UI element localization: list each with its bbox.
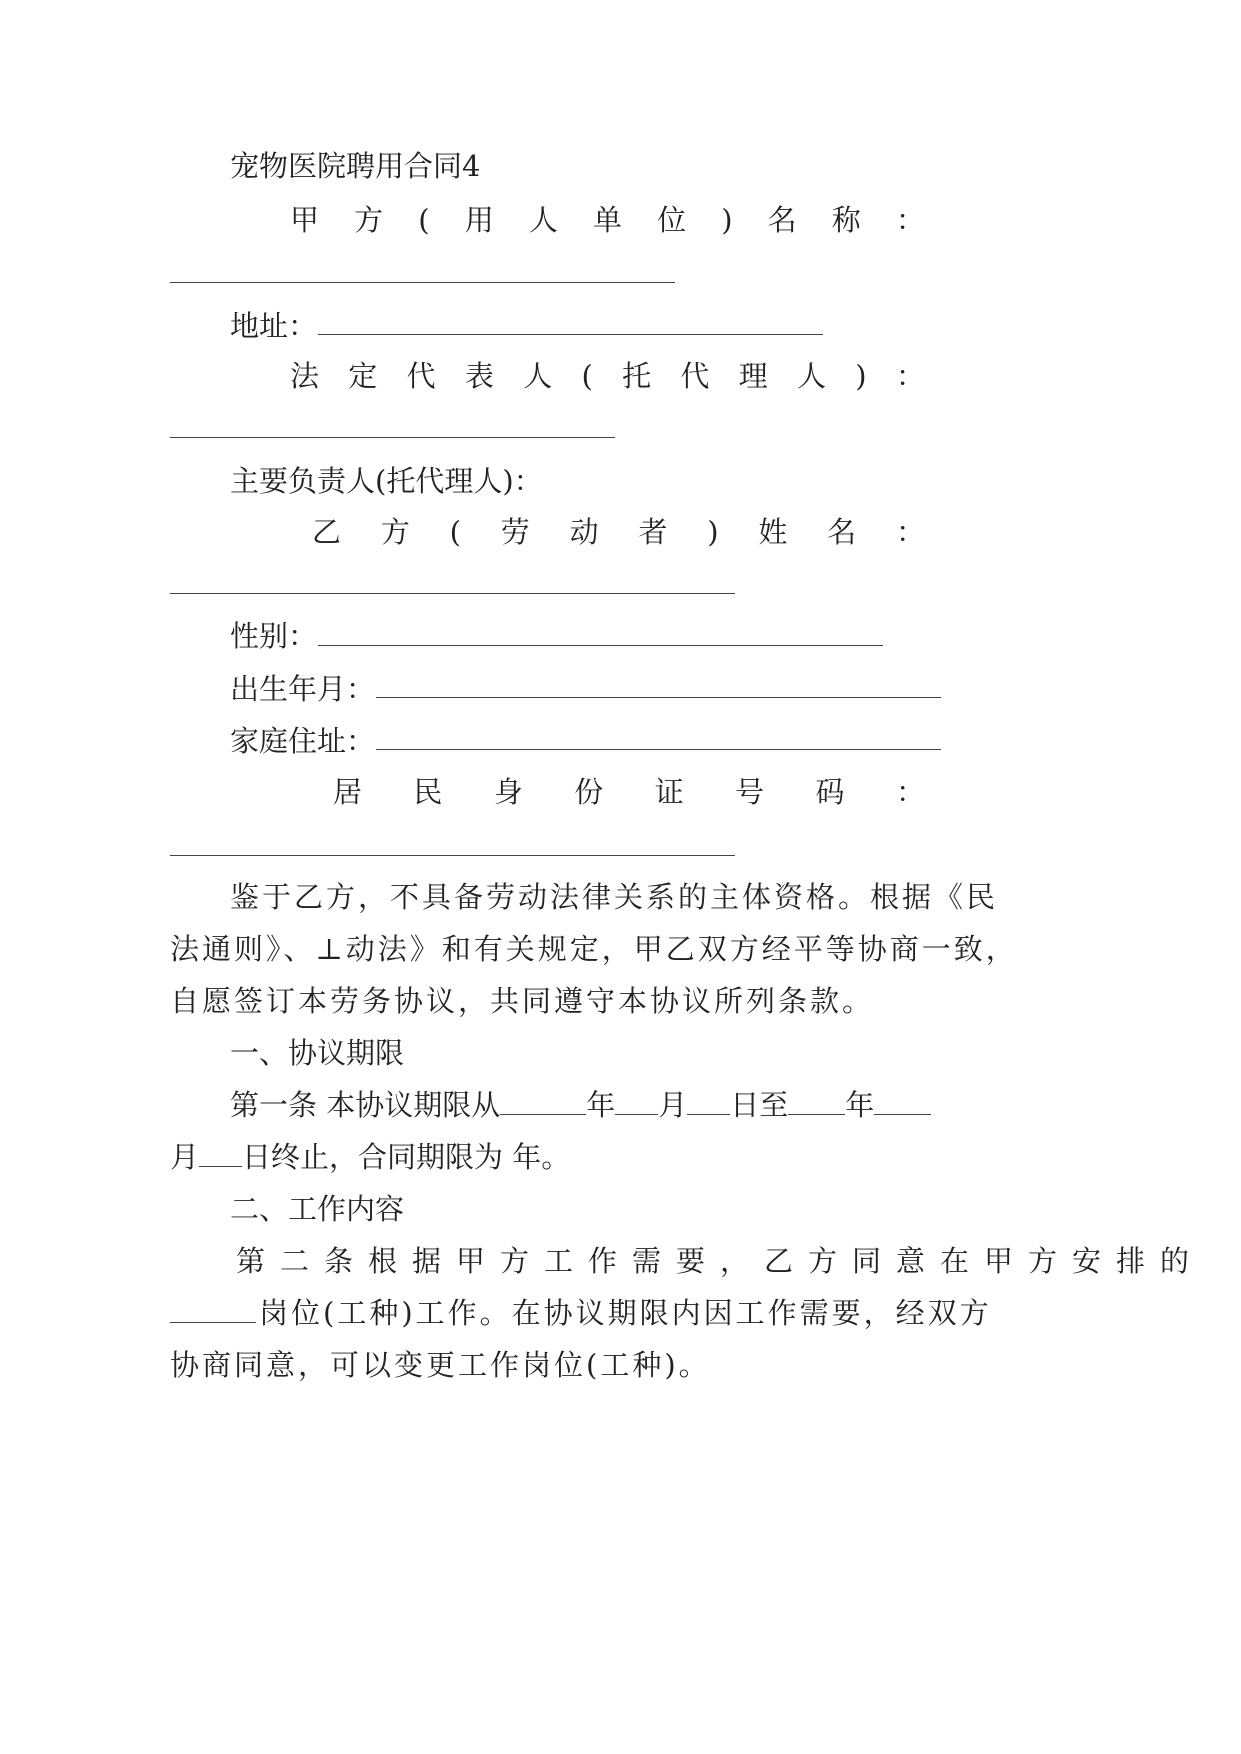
section-2-heading: 二、工作内容	[230, 1192, 405, 1226]
start-year-blank	[500, 1086, 586, 1115]
address-label: 地址：	[230, 309, 318, 343]
id-number-blank	[170, 855, 735, 856]
main-person-label: 主要负责人(托代理人)：	[230, 464, 543, 498]
preamble-line-2: 法通则》、⊥动法》和有关规定，甲乙双方经平等协商一致，	[170, 932, 1018, 966]
article-2-line-1: 第二条根据甲方工作需要，乙方同意在甲方安排的	[236, 1244, 1205, 1278]
article-2-line-3: 协商同意，可以变更工作岗位(工种)。	[170, 1348, 711, 1382]
party-a-name-blank	[170, 282, 675, 283]
address-blank	[318, 334, 823, 335]
preamble-line-1: 鉴于乙方，不具备劳动法律关系的主体资格。根据《民	[230, 880, 999, 914]
end-year-blank	[788, 1086, 845, 1115]
article-2-line-2: 岗位(工种)工作。在协议期限内因工作需要，经双方	[170, 1293, 992, 1333]
article-1-line-2: 月 日终止，合同期限为 年。	[170, 1140, 571, 1174]
gender-blank	[318, 645, 883, 646]
birth-label: 出生年月：	[230, 672, 376, 706]
birth-blank	[376, 697, 941, 698]
end-day-blank	[199, 1138, 242, 1167]
party-b-name-blank	[170, 593, 735, 594]
end-month-blank	[874, 1086, 931, 1115]
party-a-name-label: 甲 方 ( 用 人 单 位 ) 名 称 ：	[290, 203, 925, 237]
gender-label: 性别：	[230, 619, 318, 653]
home-address-blank	[376, 749, 941, 750]
section-1-heading: 一、协议期限	[230, 1036, 405, 1070]
contract-title: 宠物医院聘用合同4	[230, 149, 481, 183]
legal-rep-blank	[170, 437, 615, 438]
preamble-line-3: 自愿签订本劳务协议，共同遵守本协议所列条款。	[170, 984, 875, 1018]
party-b-name-label: 乙 方 ( 劳 动 者 ) 姓 名 ：	[312, 515, 925, 549]
position-blank	[170, 1294, 256, 1323]
legal-rep-label: 法 定 代 表 人 ( 托 代 理 人 ) ：	[290, 359, 925, 393]
start-day-blank	[687, 1086, 730, 1115]
start-month-blank	[615, 1086, 658, 1115]
id-number-label: 居 民 身 份 证 号 码 ：	[333, 775, 925, 809]
article-1-line-1: 第一条 本协议期限从 年 月 日至 年	[230, 1085, 931, 1125]
home-address-label: 家庭住址：	[230, 724, 376, 758]
